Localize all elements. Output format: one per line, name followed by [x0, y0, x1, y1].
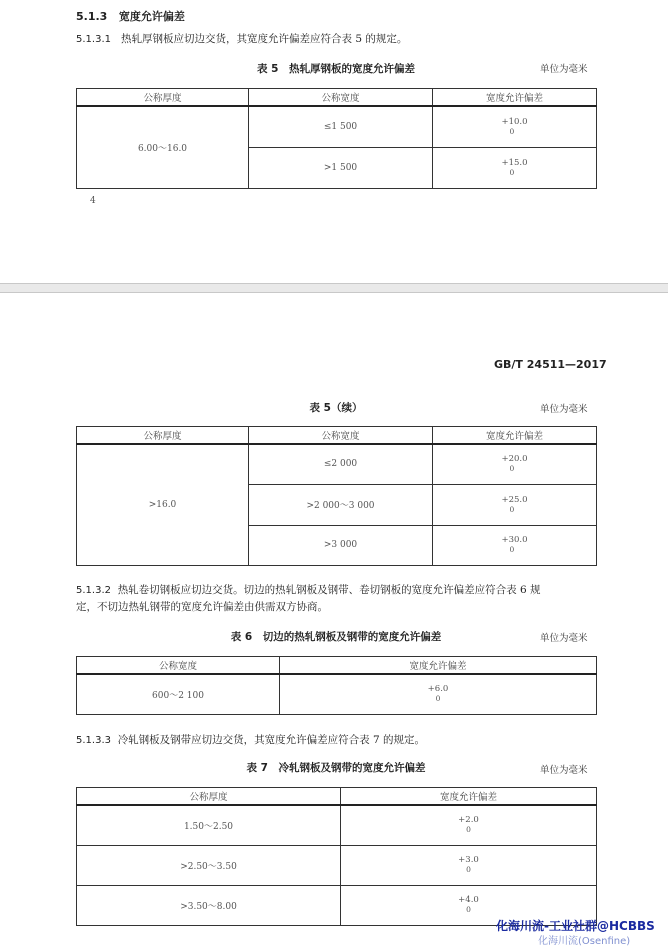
tolerance-lower: 0: [509, 545, 515, 554]
table7-tolerance-cell: [341, 845, 597, 885]
clause-text: 热轧卷切钢板应切边交货。切边的热轧钢板及钢带、卷切钢板的宽度允许偏差应符合表 6 规: [117, 584, 541, 596]
table5-cont-thickness-cell: >16.0: [77, 444, 249, 565]
table7-caption: 表 7 冷轧钢板及钢带的宽度允许偏差: [246, 762, 426, 774]
table5-cont-width-cell: >2 000～3 000: [249, 484, 433, 525]
table5-cont-tolerance-cell: [433, 444, 597, 484]
table5-width-cell: ≤1 500: [249, 106, 433, 147]
table6-header-tolerance: 宽度允许偏差: [280, 657, 597, 675]
table5-header-thickness: 公称厚度: [77, 89, 249, 107]
table5-cont-width-cell: >3 000: [249, 525, 433, 565]
tolerance-lower: 0: [509, 126, 515, 136]
table5-tolerance-cell: [433, 106, 597, 147]
tolerance-upper: +15.0: [501, 157, 528, 168]
table5-cont-width-cell: ≤2 000: [249, 444, 433, 484]
tolerance-upper: +30.0: [501, 535, 528, 545]
table6: [76, 656, 597, 715]
clause-line-1: [76, 582, 600, 599]
table6-caption: 表 6 切边的热轧钢板及钢带的宽度允许偏差: [230, 631, 442, 643]
table7-unit: 单位为毫米: [540, 765, 588, 776]
tolerance-upper: +10.0: [501, 116, 528, 127]
tolerance-lower: 0: [509, 464, 515, 474]
tolerance-lower: 0: [466, 825, 471, 835]
table-row: [77, 106, 597, 147]
clause-text: 冷轧钢板及钢带应切边交货，其宽度允许偏差应符合表 7 的规定。: [117, 734, 426, 746]
clause-5-1-3-2: [76, 582, 600, 616]
clause-line-2: 定，不切边热轧钢带的宽度允许偏差由供需双方协商。: [76, 601, 328, 613]
table7: [76, 787, 597, 926]
table5-cont-header-thickness: 公称厚度: [77, 427, 249, 445]
section-number: 5.1.3: [76, 10, 108, 23]
table5-cont-tolerance-cell: [433, 484, 597, 525]
clause-5-1-3-1: [76, 31, 407, 48]
tolerance-upper: +20.0: [501, 454, 528, 465]
tolerance-upper: +25.0: [501, 494, 528, 505]
table5-tolerance-cell: [433, 147, 597, 188]
table5: [76, 88, 597, 189]
watermark-sub: 化海川流(Osenfine): [538, 936, 631, 947]
table5-unit: 单位为毫米: [540, 64, 588, 75]
table7-tolerance-cell: [341, 805, 597, 845]
tolerance-lower: 0: [435, 694, 441, 704]
section-heading: [76, 8, 185, 24]
tolerance-lower: 0: [509, 167, 515, 177]
table-row: [77, 805, 597, 845]
table5-cont-unit: 单位为毫米: [540, 404, 588, 415]
table-row: [77, 845, 597, 885]
tolerance-upper: +3.0: [458, 855, 479, 865]
table6-tolerance-cell: [280, 674, 597, 714]
clause-number: 5.1.3.3: [76, 735, 111, 746]
section-title: 宽度允许偏差: [118, 10, 185, 23]
table6-header-width: 公称宽度: [77, 657, 280, 675]
clause-number: 5.1.3.2: [76, 585, 111, 596]
table5-caption: 表 5 热轧厚钢板的宽度允许偏差: [257, 63, 415, 75]
tolerance-upper: +4.0: [458, 895, 479, 905]
table5-cont-tolerance-cell: [433, 525, 597, 565]
table5-thickness-cell: 6.00～16.0: [77, 106, 249, 188]
page-separator: [0, 283, 668, 293]
page-number: 4: [90, 196, 96, 206]
table5-cont: [76, 426, 597, 566]
table5-header-tolerance: 宽度允许偏差: [433, 89, 597, 107]
tolerance-upper: +6.0: [427, 684, 449, 695]
table7-thickness-cell: >2.50～3.50: [77, 845, 341, 885]
table5-cont-header-tolerance: 宽度允许偏差: [433, 427, 597, 445]
table7-thickness-cell: 1.50～2.50: [77, 805, 341, 845]
tolerance-lower: 0: [466, 865, 471, 874]
tolerance-lower: 0: [509, 504, 515, 514]
table6-width-cell: 600～2 100: [77, 674, 280, 714]
table7-thickness-cell: >3.50～8.00: [77, 885, 341, 925]
clause-number: 5.1.3.1: [76, 34, 111, 45]
table7-header-thickness: 公称厚度: [77, 788, 341, 806]
table6-unit: 单位为毫米: [540, 633, 588, 644]
clause-text: 热轧厚钢板应切边交货，其宽度允许偏差应符合表 5 的规定。: [121, 33, 408, 45]
clause-5-1-3-3: [76, 732, 425, 749]
tolerance-lower: 0: [466, 905, 471, 914]
table5-cont-header-width: 公称宽度: [249, 427, 433, 445]
table5-width-cell: >1 500: [249, 147, 433, 188]
table-row: [77, 674, 597, 714]
table5-header-width: 公称宽度: [249, 89, 433, 107]
table-row: [77, 444, 597, 484]
watermark-main: 化海川流-工业社群@HCBBS: [496, 919, 655, 933]
tolerance-upper: +2.0: [458, 815, 479, 826]
table7-header-tolerance: 宽度允许偏差: [341, 788, 597, 806]
standard-code: GB/T 24511—2017: [494, 358, 607, 371]
table5-cont-caption: 表 5（续）: [309, 402, 363, 414]
